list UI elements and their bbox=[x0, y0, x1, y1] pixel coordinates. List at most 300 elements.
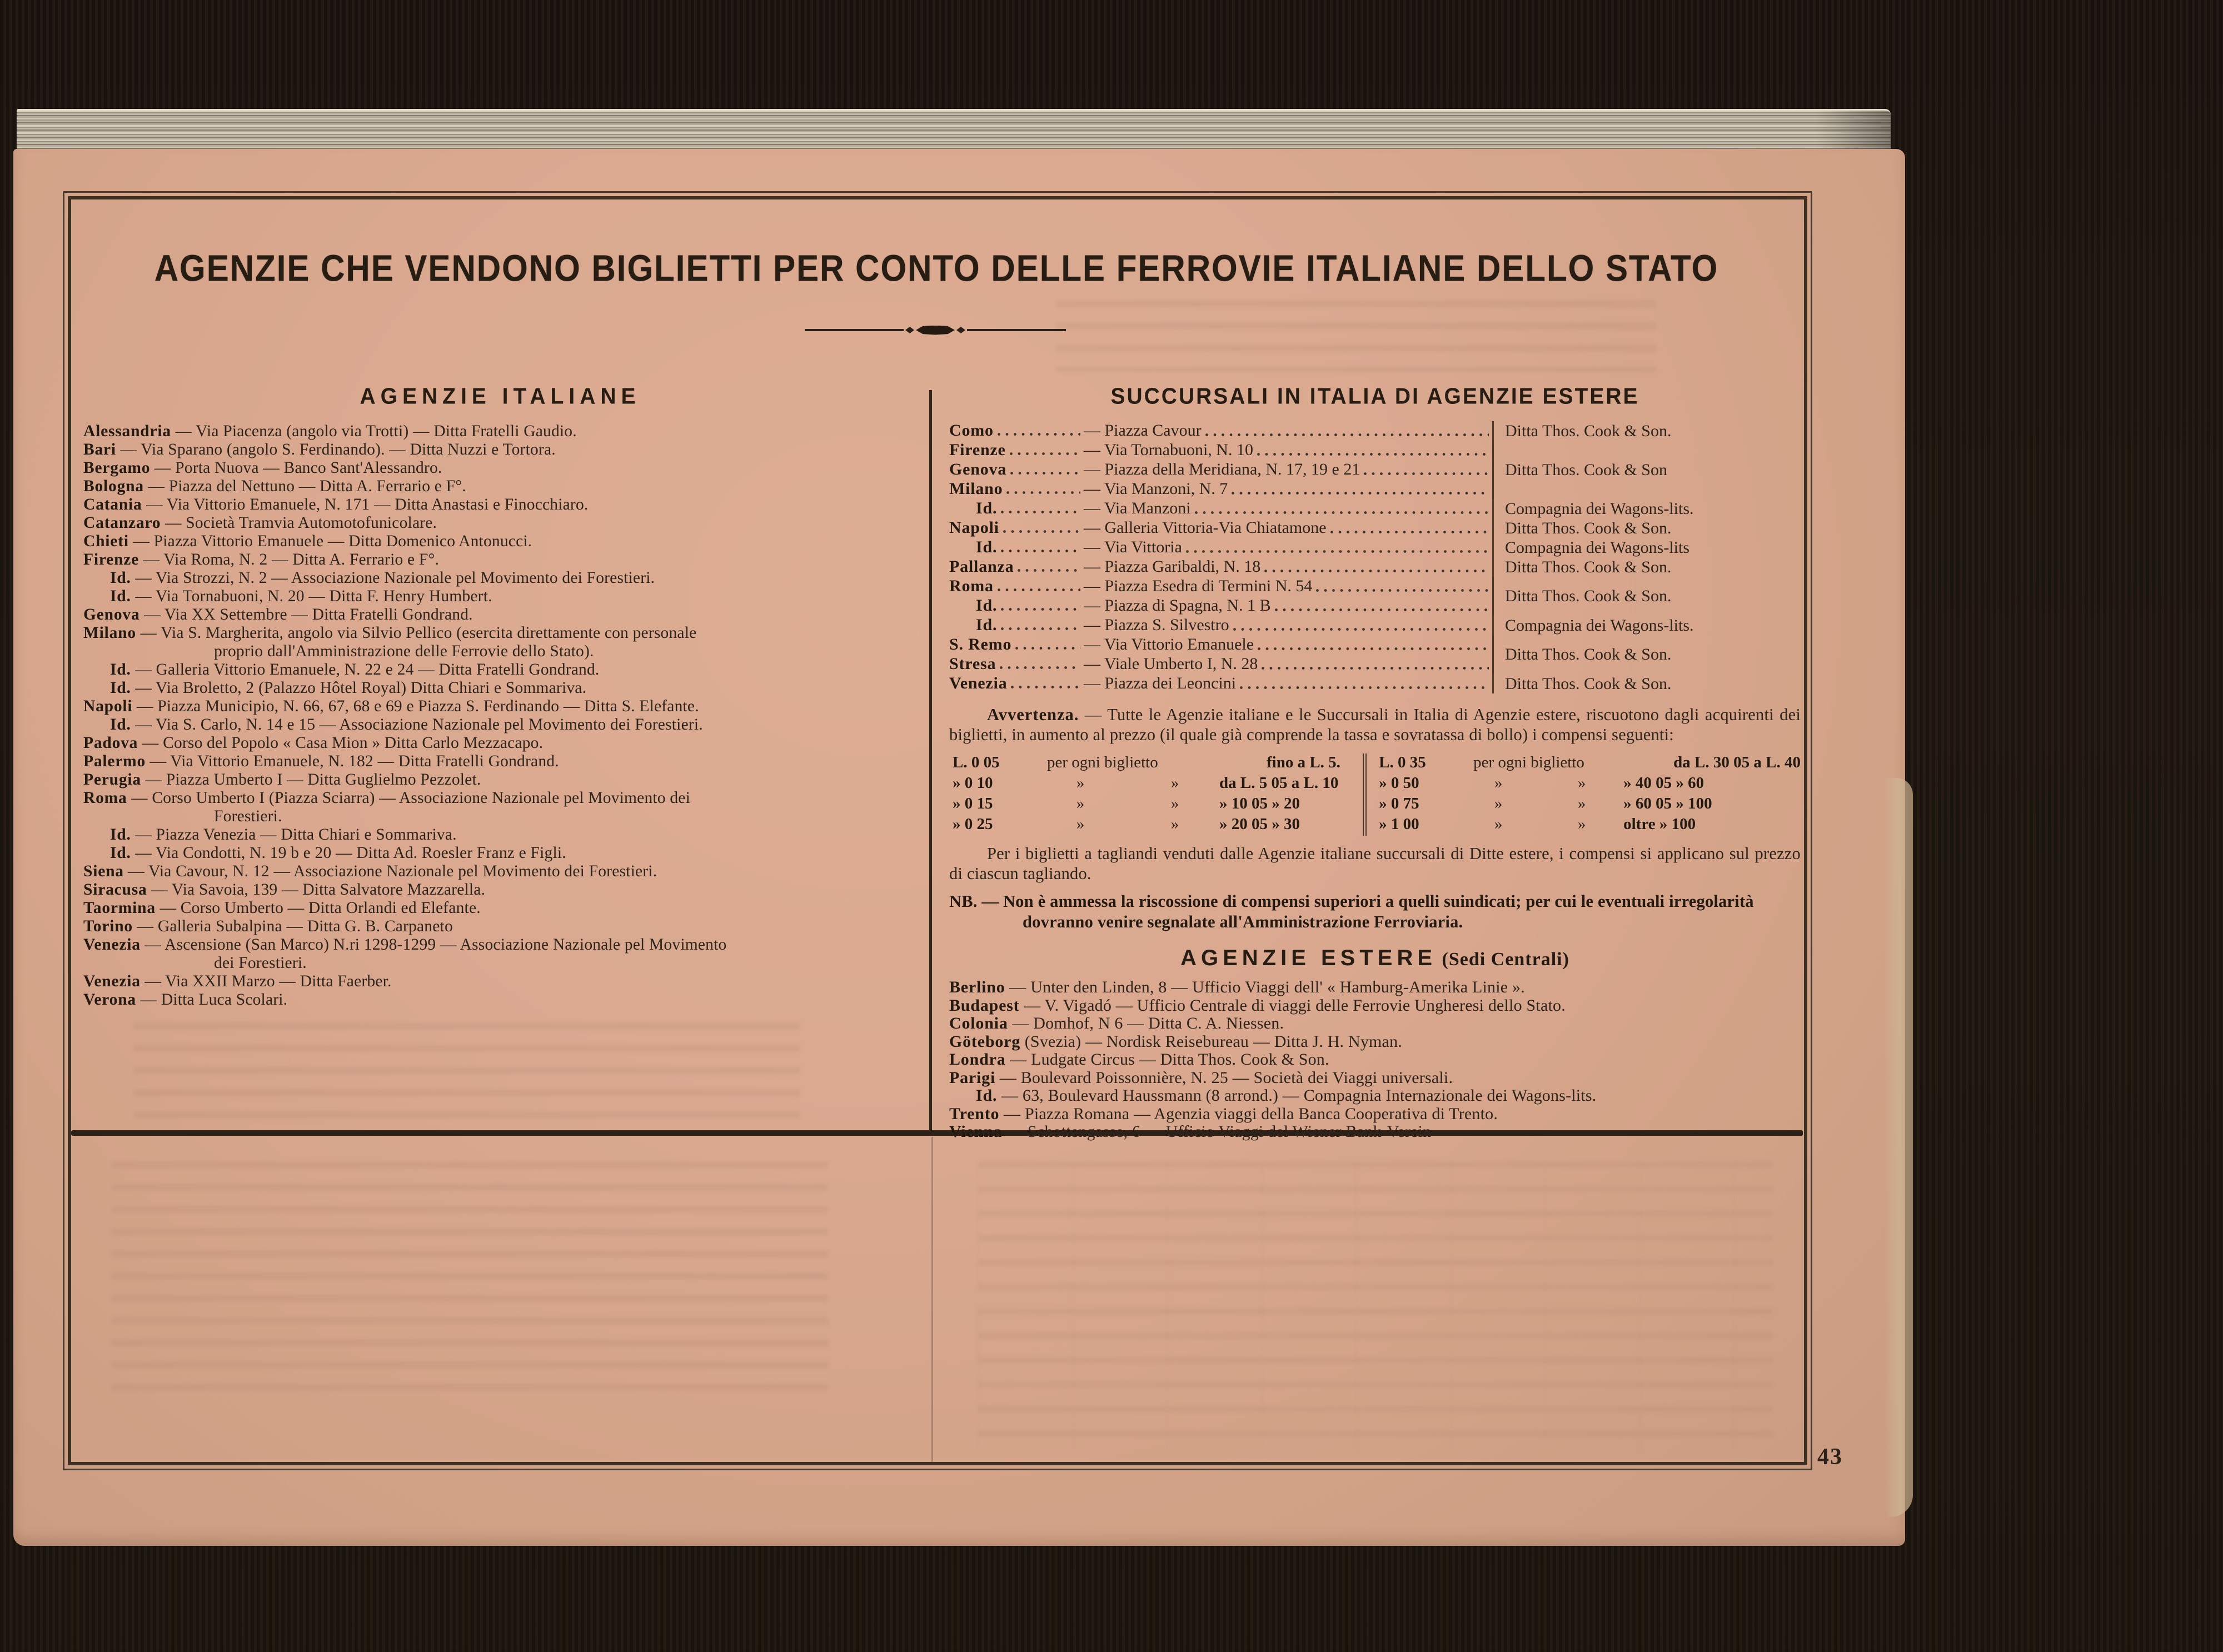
address-text: — Via Vittorio Emanuele bbox=[1084, 635, 1254, 653]
entry-text: — Via Sparano (angolo S. Ferdinando). — Ditta Nuzzi e Tortora. bbox=[116, 441, 556, 458]
city-name: Bari bbox=[83, 441, 116, 458]
fee-amount: L. 0 05 bbox=[953, 753, 1000, 771]
city-name: Torino bbox=[83, 917, 133, 935]
city-name: Genova bbox=[949, 460, 1007, 478]
succursale-rows bbox=[949, 577, 1492, 616]
entry-text: — Schottengasse, 6 — Ufficio Viaggi del Wiener Bank-Verein bbox=[1002, 1122, 1432, 1141]
agency-name bbox=[1492, 538, 1801, 557]
city-cell bbox=[949, 674, 1084, 693]
agency-name bbox=[1492, 441, 1801, 499]
city-name: Göteborg bbox=[949, 1032, 1021, 1051]
entry-continuation: proprio dall'Amministrazione delle Ferrovie dello Stato). bbox=[214, 642, 594, 660]
succursale-rows bbox=[949, 635, 1492, 674]
agency-label: Compagnia dei Wagons-lits. bbox=[1505, 499, 1694, 518]
entry-text: — Via XXII Marzo — Ditta Faerber. bbox=[140, 972, 392, 990]
dot-leader bbox=[1003, 530, 1080, 533]
dot-leader bbox=[1257, 452, 1489, 456]
agency-name bbox=[1492, 499, 1801, 518]
agency-entry bbox=[83, 477, 917, 496]
succursale-row bbox=[949, 480, 1492, 499]
agency-entry bbox=[83, 441, 917, 459]
succursale-row bbox=[949, 499, 1492, 518]
succursale-row bbox=[949, 674, 1492, 693]
address-text: — Via Vittoria bbox=[1084, 538, 1182, 556]
italian-agencies-list bbox=[83, 422, 917, 1009]
succursale-rows bbox=[949, 557, 1492, 577]
agency-entry bbox=[83, 569, 917, 587]
agency-entry bbox=[83, 789, 917, 826]
succursale-rows bbox=[949, 538, 1492, 557]
city-name: Venezia bbox=[949, 674, 1008, 692]
agency-entry bbox=[83, 532, 917, 551]
entry-text: — Unter den Linden, 8 — Ufficio Viaggi dell' « Hamburg-Amerika Linie ». bbox=[1005, 978, 1525, 996]
entry-continuation: dei Forestieri. bbox=[214, 954, 307, 972]
entry-text: — Via Vittorio Emanuele, N. 171 — Ditta Anastasi e Finocchiaro. bbox=[142, 496, 589, 513]
city-name: Id. bbox=[110, 716, 131, 733]
entry-text: — Boulevard Poissonnière, N. 25 — Società dei Viaggi universali. bbox=[995, 1068, 1453, 1087]
entry-text: — Domhof, N 6 — Ditta C. A. Niessen. bbox=[1008, 1014, 1284, 1032]
entry-text: — Ludgate Circus — Ditta Thos. Cook & Son. bbox=[1005, 1050, 1329, 1069]
agency-label: Ditta Thos. Cook & Son. bbox=[1505, 557, 1672, 576]
entry-text: — Corso del Popolo « Casa Mion » Ditta Carlo Mezzacapo. bbox=[138, 734, 544, 752]
agency-name bbox=[1492, 616, 1801, 635]
agency-name bbox=[1492, 674, 1801, 693]
succursale-row bbox=[949, 655, 1492, 674]
address-text: — Piazza Garibaldi, N. 18 bbox=[1084, 557, 1261, 576]
address-text: — Piazza Esedra di Termini N. 54 bbox=[1084, 577, 1313, 595]
agency-entry bbox=[83, 697, 917, 716]
city-name: Pallanza bbox=[949, 557, 1014, 576]
nb-text: — Non è ammessa la riscossione di compensi superiori a quelli suindicati; per cui le eventuali irregolarità dovranno venire segnalate all'Amministrazione Ferroviaria. bbox=[977, 892, 1754, 931]
address-text: — Galleria Vittoria-Via Chiatamone bbox=[1084, 518, 1327, 537]
succursale-row bbox=[949, 538, 1492, 557]
fee-ditto: » bbox=[1494, 815, 1503, 833]
city-name: Budapest bbox=[949, 996, 1020, 1015]
fee-ditto: » bbox=[1494, 795, 1503, 812]
city-cell bbox=[949, 655, 1084, 673]
dot-leader bbox=[1010, 685, 1080, 689]
city-cell bbox=[949, 441, 1084, 460]
fee-row bbox=[953, 774, 1357, 795]
dot-leader bbox=[1000, 510, 1080, 514]
city-name: Firenze bbox=[949, 441, 1006, 459]
city-name: Napoli bbox=[83, 697, 133, 715]
entry-text: — Via Condotti, N. 19 b e 20 — Ditta Ad. Roesler Franz e Figli. bbox=[131, 844, 566, 862]
entry-text: — Porta Nuova — Banco Sant'Alessandro. bbox=[150, 459, 442, 477]
city-name: Vienna bbox=[949, 1122, 1003, 1141]
entry-text: — Via Savoia, 139 — Ditta Salvatore Mazzarella. bbox=[147, 881, 486, 899]
city-name: Venezia bbox=[83, 936, 141, 954]
agency-name bbox=[1492, 635, 1801, 674]
succursale-row bbox=[949, 518, 1492, 538]
address-text: — Via Manzoni bbox=[1084, 499, 1191, 517]
entry-text: — Galleria Subalpina — Ditta G. B. Carpaneto bbox=[132, 917, 453, 935]
fee-amount: » 0 25 bbox=[953, 815, 993, 833]
succursale-group bbox=[949, 538, 1801, 557]
agency-entry bbox=[949, 1033, 1801, 1051]
entry-text: — Piazza Umberto I — Ditta Guglielmo Pezzolet. bbox=[141, 771, 481, 788]
agency-entry bbox=[83, 551, 917, 569]
entry-text: — Via Tornabuoni, N. 20 — Ditta F. Henry Humbert. bbox=[131, 587, 492, 605]
agency-entry bbox=[83, 679, 917, 697]
agency-entry bbox=[83, 991, 917, 1009]
agency-name bbox=[1492, 421, 1801, 441]
succursale-rows bbox=[949, 499, 1492, 518]
entry-text: — Via XX Settembre — Ditta Fratelli Gondrand. bbox=[139, 606, 473, 623]
dot-leader bbox=[1264, 569, 1489, 573]
address-text: — Piazza di Spagna, N. 1 B bbox=[1084, 596, 1271, 615]
agency-entry bbox=[83, 917, 917, 936]
fee-ditto: » bbox=[1577, 774, 1586, 792]
notice-lead: Avvertenza. bbox=[987, 705, 1079, 724]
entry-text: — Nordisk Reisebureau — Ditta J. H. Nyman. bbox=[1081, 1032, 1402, 1051]
fee-table-left-half bbox=[953, 753, 1357, 836]
dot-leader bbox=[1257, 647, 1489, 651]
dot-leader bbox=[1000, 607, 1080, 611]
dot-leader bbox=[1000, 549, 1080, 553]
city-name: Id. bbox=[976, 616, 998, 634]
fee-table-right-half bbox=[1363, 753, 1801, 836]
agency-entry bbox=[949, 979, 1801, 997]
fee-ditto: per ogni biglietto bbox=[1047, 753, 1158, 771]
city-name: Roma bbox=[949, 577, 994, 595]
dot-leader bbox=[1233, 627, 1489, 631]
city-name: Trento bbox=[949, 1104, 1000, 1123]
fee-amount: » 1 00 bbox=[1379, 815, 1419, 833]
succursale-rows bbox=[949, 518, 1492, 538]
succursale-rows bbox=[949, 674, 1492, 693]
agency-entry bbox=[949, 1087, 1801, 1105]
city-name: Milano bbox=[949, 480, 1003, 498]
city-name: Venezia bbox=[83, 972, 141, 990]
entry-text: — Via Vittorio Emanuele, N. 182 — Ditta Fratelli Gondrand. bbox=[146, 752, 559, 770]
city-name: Catanzaro bbox=[83, 514, 161, 532]
fee-row bbox=[1379, 795, 1801, 815]
succursale-row bbox=[949, 421, 1492, 441]
commission-fee-table bbox=[953, 753, 1801, 836]
section-header-succursali: SUCCURSALI IN ITALIA DI AGENZIE ESTERE bbox=[1110, 383, 1639, 410]
branches-in-italy-list bbox=[949, 421, 1801, 693]
agency-entry bbox=[949, 1123, 1801, 1141]
city-name: Id. bbox=[976, 596, 998, 615]
estere-header-main: AGENZIE ESTERE bbox=[1180, 946, 1437, 970]
dot-leader bbox=[1006, 491, 1080, 495]
succursale-row bbox=[949, 577, 1492, 596]
dot-leader bbox=[1231, 491, 1489, 495]
succursale-rows bbox=[949, 421, 1492, 441]
city-name: Id. bbox=[110, 679, 131, 697]
city-name: Stresa bbox=[949, 655, 996, 673]
column-divider-rule bbox=[929, 390, 932, 1131]
entry-text: — Piazza Venezia — Ditta Chiari e Sommariva. bbox=[131, 826, 457, 844]
notice-paragraph bbox=[949, 705, 1801, 745]
city-cell bbox=[949, 538, 1084, 557]
succursale-group bbox=[949, 577, 1801, 616]
fee-amount: L. 0 35 bbox=[1379, 753, 1426, 771]
city-name: Id. bbox=[976, 499, 998, 517]
ornament-diamond bbox=[956, 327, 965, 333]
city-name: Bologna bbox=[83, 477, 144, 495]
fee-row bbox=[1379, 753, 1801, 774]
page-number: 43 bbox=[1817, 1444, 1843, 1470]
fee-ditto: » bbox=[1076, 795, 1085, 812]
city-name: Id. bbox=[110, 844, 131, 862]
agency-label: Compagnia dei Wagons-lits. bbox=[1505, 616, 1694, 635]
fee-range: » 40 05 » 60 bbox=[1623, 774, 1704, 792]
succursale-row bbox=[949, 460, 1492, 480]
fee-ditto: » bbox=[1577, 795, 1586, 812]
fee-ditto: » bbox=[1170, 815, 1179, 833]
entry-continuation: Forestieri. bbox=[214, 807, 282, 825]
agency-entry bbox=[949, 1051, 1801, 1069]
succursale-rows bbox=[949, 616, 1492, 635]
succursale-group bbox=[949, 674, 1801, 693]
city-name: Siena bbox=[83, 862, 124, 880]
succursale-group bbox=[949, 421, 1801, 441]
fee-ditto: » bbox=[1076, 774, 1085, 792]
fee-row bbox=[1379, 774, 1801, 795]
city-name: Padova bbox=[83, 734, 138, 752]
dot-leader bbox=[1010, 471, 1080, 475]
succursale-group bbox=[949, 499, 1801, 518]
agency-entry bbox=[83, 972, 917, 991]
fee-range: fino a L. 5. bbox=[1267, 753, 1340, 771]
fee-amount: » 0 10 bbox=[953, 774, 993, 792]
city-name: Siracusa bbox=[83, 881, 147, 899]
fee-amount: » 0 50 bbox=[1379, 774, 1419, 792]
agency-entry bbox=[83, 844, 917, 862]
city-name: Milano bbox=[83, 624, 136, 642]
dot-leader bbox=[999, 666, 1080, 670]
city-name: Perugia bbox=[83, 771, 141, 788]
city-cell bbox=[949, 635, 1084, 654]
fee-amount: » 0 75 bbox=[1379, 795, 1419, 812]
entry-text: — Via Roma, N. 2 — Ditta A. Ferrario e F°. bbox=[139, 551, 440, 568]
dot-leader bbox=[1017, 568, 1080, 572]
dot-leader bbox=[997, 432, 1080, 436]
city-name: Id. bbox=[110, 569, 131, 587]
succursale-row bbox=[949, 557, 1492, 577]
city-cell bbox=[949, 616, 1084, 635]
agency-label: Ditta Thos. Cook & Son. bbox=[1505, 587, 1672, 605]
dot-leader bbox=[1194, 511, 1489, 515]
dot-leader bbox=[1261, 666, 1489, 670]
entry-text: — Via Piacenza (angolo via Trotti) — Ditta Fratelli Gaudio. bbox=[171, 422, 577, 440]
city-cell bbox=[949, 518, 1084, 537]
city-name: Berlino bbox=[949, 978, 1005, 996]
city-name: Londra bbox=[949, 1050, 1006, 1069]
city-name: Roma bbox=[83, 789, 127, 807]
city-name: Id. bbox=[976, 1086, 998, 1105]
ornament-diamond bbox=[905, 327, 914, 333]
city-cell bbox=[949, 557, 1084, 576]
column-divider-rule-faint bbox=[931, 1137, 933, 1463]
dot-leader bbox=[1009, 452, 1080, 456]
city-name: Verona bbox=[83, 991, 136, 1009]
city-name: Catania bbox=[83, 496, 142, 513]
agency-name bbox=[1492, 518, 1801, 538]
agency-entry bbox=[83, 862, 917, 881]
succursale-row bbox=[949, 441, 1492, 460]
city-cell bbox=[949, 460, 1084, 479]
succursale-group bbox=[949, 557, 1801, 577]
fee-ditto: per ogni biglietto bbox=[1473, 753, 1584, 771]
city-name: Alessandria bbox=[83, 422, 171, 440]
entry-text: — Via S. Carlo, N. 14 e 15 — Associazione Nazionale pel Movimento dei Forestieri. bbox=[131, 716, 703, 733]
agency-label: Compagnia dei Wagons-lits bbox=[1505, 538, 1689, 557]
city-name: Id. bbox=[110, 661, 131, 678]
dot-leader bbox=[1274, 608, 1489, 612]
page-title: AGENZIE CHE VENDONO BIGLIETTI PER CONTO DELLE FERROVIE ITALIANE DELLO STATO bbox=[154, 247, 1719, 290]
fee-row bbox=[953, 753, 1357, 774]
entry-text: — 63, Boulevard Haussmann (8 arrond.) — Compagnia Internazionale dei Wagons-lits. bbox=[997, 1086, 1597, 1105]
city-cell bbox=[949, 596, 1084, 615]
agency-entry bbox=[83, 752, 917, 771]
succursale-row bbox=[949, 596, 1492, 616]
succursale-rows bbox=[949, 441, 1492, 499]
city-cell bbox=[949, 421, 1084, 440]
agency-entry bbox=[83, 661, 917, 679]
agency-name bbox=[1492, 577, 1801, 616]
entry-text: — Via Broletto, 2 (Palazzo Hôtel Royal) Ditta Chiari e Sommariva. bbox=[131, 679, 587, 697]
agency-entry bbox=[949, 1015, 1801, 1033]
entry-text: — V. Vigadó — Ufficio Centrale di viaggi delle Ferrovie Ungheresi dello Stato. bbox=[1019, 996, 1566, 1015]
fee-range: » 20 05 » 30 bbox=[1219, 815, 1300, 833]
entry-text: — Piazza del Nettuno — Ditta A. Ferrario e F°. bbox=[143, 477, 466, 495]
dot-leader bbox=[1000, 627, 1080, 631]
address-text: — Piazza della Meridiana, N. 17, 19 e 21 bbox=[1084, 460, 1360, 478]
ornament-line bbox=[805, 329, 904, 331]
agency-entry bbox=[83, 826, 917, 844]
city-name: S. Remo bbox=[949, 635, 1012, 653]
city-name: Id. bbox=[110, 587, 131, 605]
agency-label: Ditta Thos. Cook & Son. bbox=[1505, 674, 1672, 693]
agency-entry bbox=[949, 997, 1801, 1015]
agency-entry bbox=[83, 624, 917, 661]
estere-header-sub: (Sedi Centrali) bbox=[1437, 949, 1569, 970]
section-header-agenzie-italiane: AGENZIE ITALIANE bbox=[360, 383, 641, 410]
agency-entry bbox=[83, 496, 917, 514]
entry-text: — Ascensione (San Marco) N.ri 1298-1299 — Associazione Nazionale pel Movimento bbox=[140, 936, 727, 954]
agency-label: Ditta Thos. Cook & Son. bbox=[1505, 645, 1672, 663]
agency-name bbox=[1492, 557, 1801, 577]
succursale-group bbox=[949, 616, 1801, 635]
fee-ditto: » bbox=[1170, 774, 1179, 792]
agency-entry bbox=[83, 459, 917, 477]
agency-entry bbox=[83, 514, 917, 532]
city-suffix: (Svezia) bbox=[1020, 1032, 1081, 1051]
city-cell bbox=[949, 499, 1084, 518]
agency-entry bbox=[83, 734, 917, 752]
fee-row bbox=[953, 815, 1357, 836]
fee-range: » 60 05 » 100 bbox=[1623, 795, 1712, 812]
address-text: — Via Tornabuoni, N. 10 bbox=[1084, 441, 1253, 459]
ornament-line bbox=[967, 329, 1066, 331]
city-cell bbox=[949, 577, 1084, 596]
succursale-row bbox=[949, 616, 1492, 635]
agency-entry bbox=[83, 771, 917, 789]
agency-entry bbox=[83, 422, 917, 441]
entry-text: — Corso Umberto — Ditta Orlandi ed Elefante. bbox=[155, 899, 481, 917]
city-name: Chieti bbox=[83, 532, 129, 550]
agency-entry bbox=[83, 881, 917, 899]
agency-entry bbox=[83, 899, 917, 917]
dot-leader bbox=[1015, 646, 1080, 650]
entry-text: — Via S. Margherita, angolo via Silvio Pellico (esercita direttamente con personale bbox=[136, 624, 697, 642]
italian-agencies-column bbox=[83, 385, 917, 1009]
agency-entry bbox=[83, 716, 917, 734]
entry-text: — Galleria Vittorio Emanuele, N. 22 e 24 — Ditta Fratelli Gondrand. bbox=[131, 661, 600, 678]
dot-leader bbox=[1205, 433, 1489, 437]
foreign-agencies-list bbox=[949, 979, 1801, 1141]
city-name: Bergamo bbox=[83, 459, 151, 477]
agency-entry bbox=[83, 936, 917, 972]
dot-leader bbox=[1239, 686, 1489, 690]
nb-lead: NB. bbox=[949, 892, 978, 911]
fee-amount: » 0 15 bbox=[953, 795, 993, 812]
dot-leader bbox=[1185, 550, 1489, 553]
fee-range: oltre » 100 bbox=[1623, 815, 1696, 833]
ornament-center-lens bbox=[916, 326, 955, 335]
dot-leader bbox=[1330, 530, 1489, 534]
entry-text: — Via Strozzi, N. 2 — Associazione Nazionale pel Movimento dei Forestieri. bbox=[131, 569, 655, 587]
entry-text: — Piazza Romana — Agenzia viaggi della Banca Cooperativa di Trento. bbox=[999, 1104, 1498, 1123]
entry-text: — Piazza Vittorio Emanuele — Ditta Domenico Antonucci. bbox=[128, 532, 532, 550]
city-name: Id. bbox=[110, 826, 131, 844]
address-text: — Via Manzoni, N. 7 bbox=[1084, 480, 1228, 498]
succursale-group bbox=[949, 635, 1801, 674]
entry-text: — Ditta Luca Scolari. bbox=[136, 991, 288, 1009]
city-cell bbox=[949, 480, 1084, 498]
fee-ditto: » bbox=[1076, 815, 1085, 833]
city-name: Id. bbox=[976, 538, 998, 556]
notice-text: — Tutte le Agenzie italiane e le Succursali in Italia di Agenzie estere, riscuotono dagli acquirenti dei biglietti, in aumento al prezzo (il quale già comprende la tassa e sovratassa di bollo) i compensi seguenti: bbox=[949, 705, 1801, 744]
fee-ditto: » bbox=[1577, 815, 1586, 833]
dot-leader bbox=[997, 588, 1080, 592]
city-name: Palermo bbox=[83, 752, 146, 770]
fee-range: » 10 05 » 20 bbox=[1219, 795, 1300, 812]
fee-ditto: » bbox=[1494, 774, 1503, 792]
address-text: — Viale Umberto I, N. 28 bbox=[1084, 655, 1258, 673]
entry-text: — Via Cavour, N. 12 — Associazione Nazionale pel Movimento dei Forestieri. bbox=[123, 862, 657, 880]
city-name: Parigi bbox=[949, 1068, 996, 1087]
title-divider-ornament bbox=[805, 325, 1066, 335]
section-header-agenzie-estere bbox=[949, 946, 1801, 971]
agency-entry bbox=[83, 587, 917, 606]
foreign-branches-column bbox=[949, 385, 1801, 1141]
agency-entry bbox=[949, 1069, 1801, 1087]
fee-row bbox=[1379, 815, 1801, 836]
succursale-row bbox=[949, 635, 1492, 655]
agency-entry bbox=[83, 606, 917, 624]
address-text: — Piazza dei Leoncini bbox=[1084, 674, 1237, 692]
entry-text: — Piazza Municipio, N. 66, 67, 68 e 69 e Piazza S. Ferdinando — Ditta S. Elefante. bbox=[132, 697, 699, 715]
agency-entry bbox=[949, 1105, 1801, 1124]
fee-ditto: » bbox=[1170, 795, 1179, 812]
nota-bene-paragraph bbox=[949, 891, 1801, 932]
city-name: Napoli bbox=[949, 518, 999, 537]
entry-text: — Corso Umberto I (Piazza Sciarra) — Associazione Nazionale pel Movimento dei bbox=[127, 789, 690, 807]
city-name: Colonia bbox=[949, 1014, 1008, 1032]
address-text: — Piazza S. Silvestro bbox=[1084, 616, 1229, 634]
entry-text: — Società Tramvia Automotofunicolare. bbox=[161, 514, 437, 532]
succursale-group bbox=[949, 518, 1801, 538]
paper-curled-edge bbox=[1884, 778, 1913, 1517]
address-text: — Piazza Cavour bbox=[1084, 421, 1202, 440]
dot-leader bbox=[1315, 588, 1489, 592]
city-name: Genova bbox=[83, 606, 140, 623]
succursale-group bbox=[949, 441, 1801, 499]
